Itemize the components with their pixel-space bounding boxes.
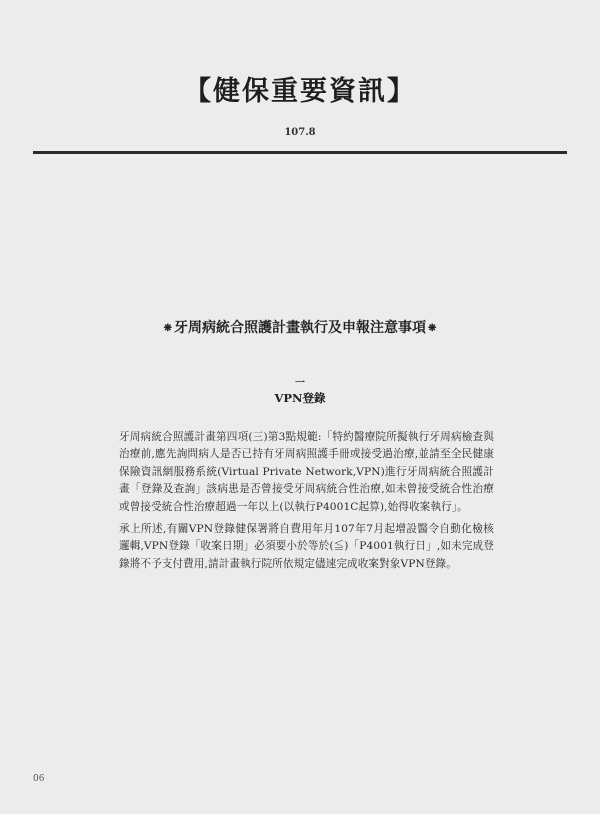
header-rule xyxy=(33,151,567,154)
page-title: 【健保重要資訊】 xyxy=(184,76,416,107)
section-title xyxy=(0,318,600,339)
issue-date: 107.8 xyxy=(284,127,316,138)
subsection-number: 一 xyxy=(295,378,305,389)
flower-left-icon: ❋ xyxy=(163,323,172,334)
page-number: 06 xyxy=(33,774,45,784)
section-title-text: 牙周病統合照護計畫執行及申報注意事項 xyxy=(174,320,426,336)
subsection-title: VPN登錄 xyxy=(274,391,326,405)
paragraph: 承上所述,有關VPN登錄健保署將自費用年月107年7月起增設醫令自動化檢核邏輯,VPN登錄「收案日期」必須要小於等於(≦)「P4001執行日」,如未完成登錄將不予支付費用,請計畫執行院所依規定儘速完成收案對象VPN登錄。 xyxy=(119,523,494,570)
paragraph: 牙周病統合照護計畫第四項(三)第3點規範:「特約醫療院所擬執行牙周病檢查與治療前,應先詢問病人是否已持有牙周病照護手冊或接受過治療,並請至全民健康保險資訊網服務系統(Virtual Private Network,VPN)進行牙周病統合照護計畫「登錄及查詢」該病患是否曾接受牙周病統合性治療,如未曾接受統合性治療或曾接受統合性治療超過一年以上(以執行P4001C起算),始得收案執行」。 xyxy=(119,431,494,513)
flower-right-icon: ❋ xyxy=(428,323,437,334)
